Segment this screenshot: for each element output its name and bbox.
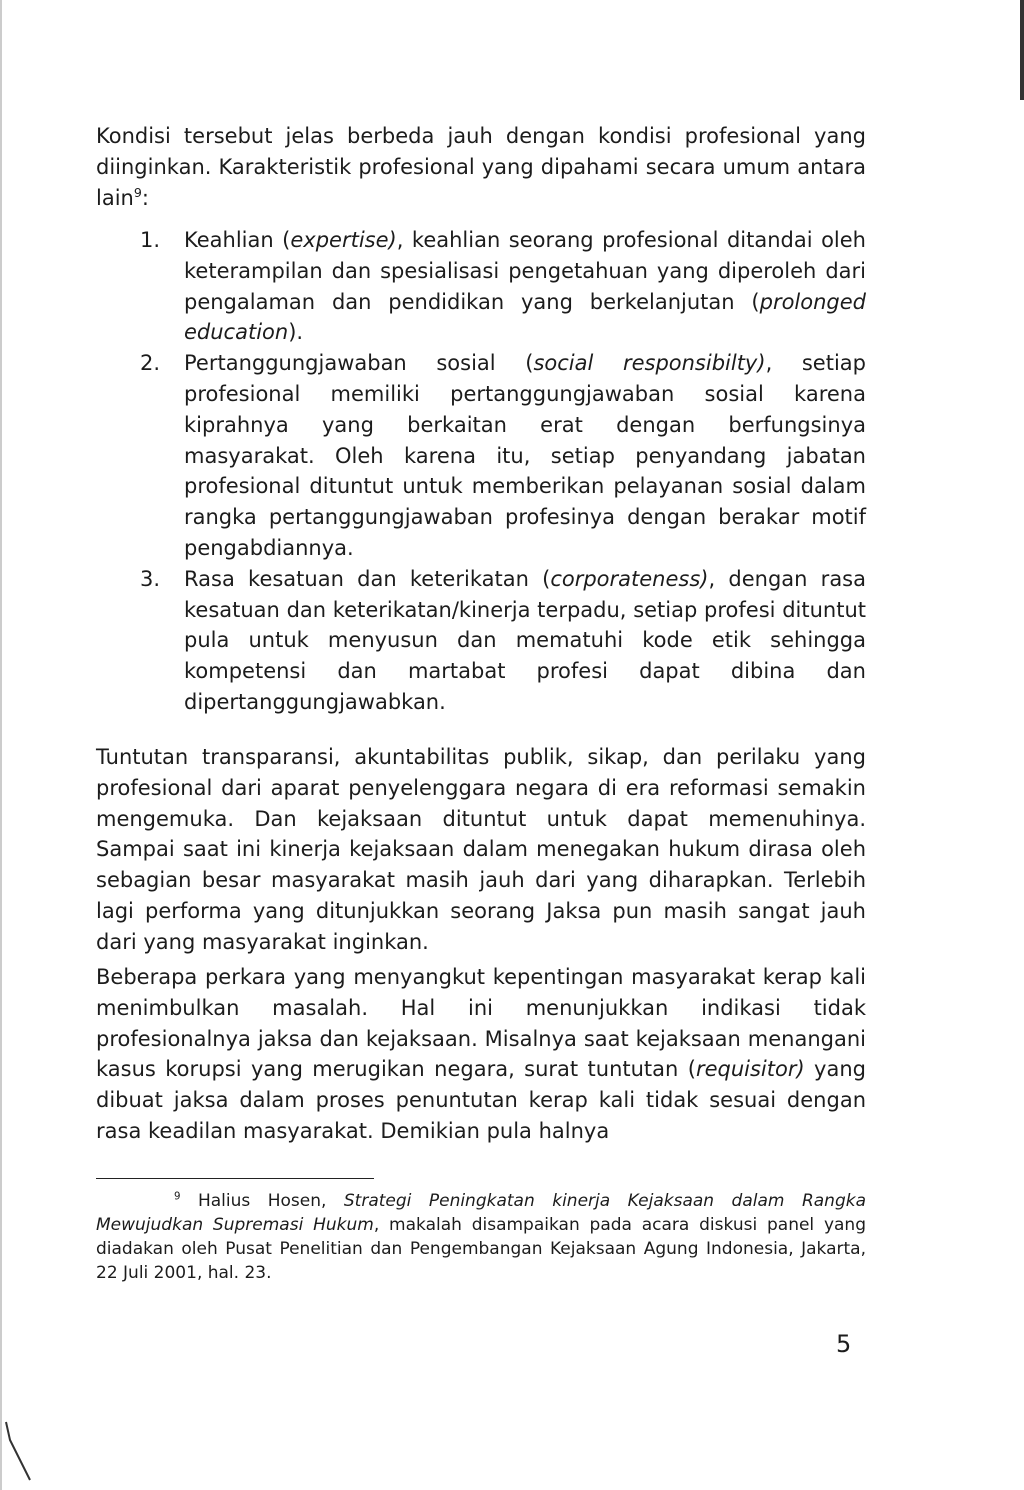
intro-paragraph: Kondisi tersebut jelas berbeda jauh dengan kondisi profesional yang diinginkan. Karakteristik profesional yang dipahami secara umum antara lain$^9$: (96, 124, 866, 210)
page-number: 5 (836, 1330, 852, 1358)
list-item: 2. Pertanggungjawaban sosial (social responsibilty), setiap profesional memiliki pertanggungjawaban sosial karena kiprahnya yang berkaitan erat dengan berfungsinya masyarakat. Oleh karena itu, setiap penyandang jabatan profesional dituntut untuk memberikan pelayanan sosial dalam rangka pertanggungjawaban profesinya dengan berakar motif pengabdiannya. (140, 351, 866, 560)
scan-edge-left (0, 0, 2, 1490)
paragraph-cases: Beberapa perkara yang menyangkut kepentingan masyarakat kerap kali menimbulkan masalah. Hal ini menunjukkan indikasi tidak profesionalnya jaksa dan kejaksaan. Misalnya saat kejaksaan menangani kasus korupsi yang merugikan negara, surat tuntutan (requisitor) yang dibuat jaksa dalam proses penuntutan kerap kali tidak sesuai dengan rasa keadilan masyarakat. Demikian pula halnya (96, 965, 866, 1143)
footnote-rule (96, 1178, 374, 1179)
paragraph-transparency: Tuntutan transparansi, akuntabilitas publik, sikap, dan perilaku yang profesional dari aparat penyelenggara negara di era reformasi semakin mengemuka. Dan kejaksaan dituntut untuk dapat memenuhinya. Sampai saat ini kinerja kejaksaan dalam menegakan hukum dirasa oleh sebagian besar masyarakat masih jauh dari yang diharapkan. Terlebih lagi performa yang ditunjukkan seorang Jaksa pun masih sangat jauh dari yang masyarakat inginkan. (96, 745, 866, 954)
list-item: 1. Keahlian (expertise), keahlian seorang profesional ditandai oleh keterampilan dan spesialisasi pengetahuan yang diperoleh dari pengalaman dan pendidikan yang berkelanjutan (prolonged education). (140, 228, 866, 345)
scan-edge-right (1020, 0, 1024, 100)
footnote: $^9$ Halius Hosen, Strategi Peningkatan kinerja Kejaksaan dalam Rangka Mewujudkan Supremasi Hukum, makalah disampaikan pada acara diskusi panel yang diadakan oleh Pusat Penelitian dan Pengembangan Kejaksaan Agung Indonesia, Jakarta, 22 Juli 2001, hal. 23. (96, 1191, 867, 1283)
characteristics-list (140, 225, 866, 718)
list-item: 3. Rasa kesatuan dan keterikatan (corporateness), dengan rasa kesatuan dan keterikatan/kinerja terpadu, setiap profesi dituntut pula untuk menyusun dan mematuhi kode etik sehingga kompetensi dan martabat profesi dapat dibina dan dipertanggungjawabkan. (140, 566, 866, 714)
scan-mark (0, 1420, 40, 1490)
footnote-ref: 9 (133, 184, 142, 200)
